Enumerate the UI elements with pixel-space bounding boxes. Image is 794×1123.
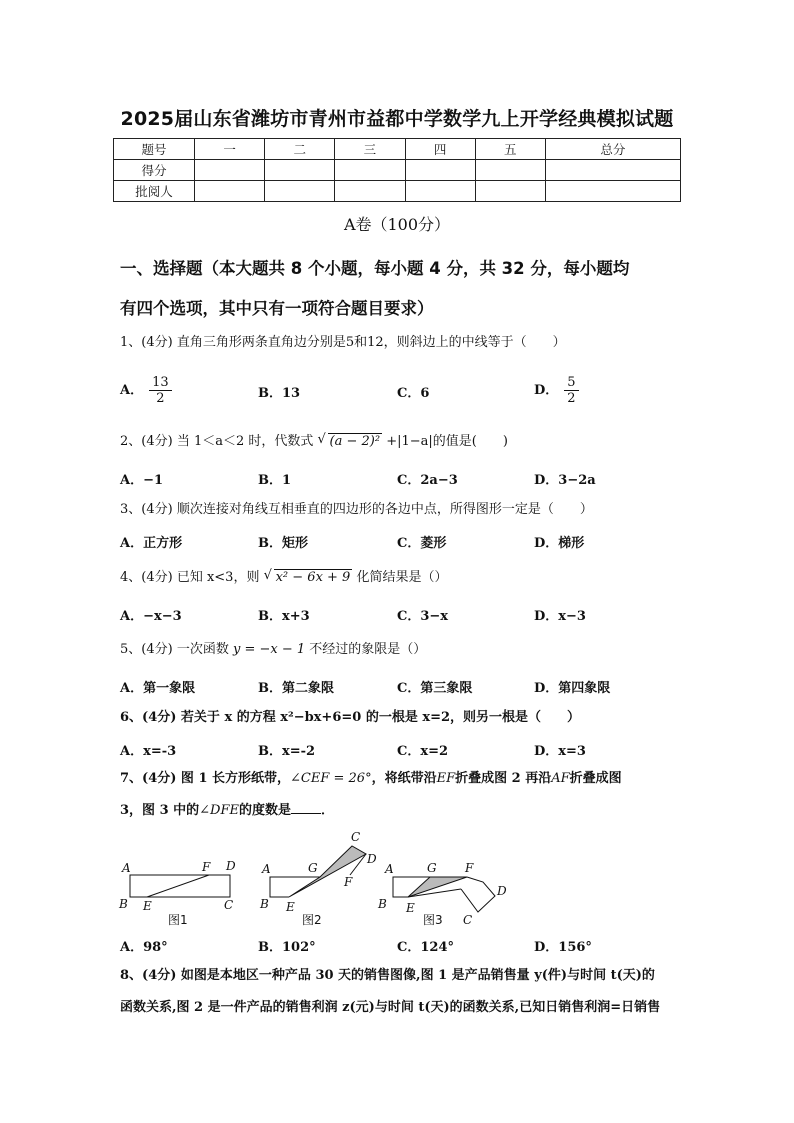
- fraction: $\frac{13}{2}$: [149, 375, 172, 406]
- option-b[interactable]: B．第二象限: [258, 681, 334, 696]
- label: B: [260, 897, 269, 911]
- option-b[interactable]: B．1: [258, 473, 292, 488]
- row-label: 得分: [114, 160, 195, 181]
- option-a[interactable]: A．x=-3: [120, 744, 177, 759]
- option-b[interactable]: B．102°: [258, 940, 316, 955]
- question-8-stem-line2: 函数关系,图 2 是一件产品的销售利润 z(元)与时间 t(天)的函数关系,已知日销售利润=日销售: [120, 1000, 661, 1015]
- header-cell: 一: [195, 139, 265, 160]
- label: E: [406, 901, 415, 915]
- question-7-stem-line2: 3，图 3 中的∠DFE的度数是 ．: [120, 803, 335, 818]
- label: G: [308, 861, 318, 875]
- question-4-stem: 4、(4分) 已知 x<3，则 √ x² − 6x + 9 化简结果是（）: [120, 568, 685, 588]
- question-2-options: [120, 469, 680, 493]
- question-1-options: [120, 373, 680, 413]
- option-d[interactable]: D．3−2a: [534, 473, 596, 488]
- paper-label: A卷（100分）: [343, 215, 451, 234]
- row-label: 批阅人: [114, 181, 195, 202]
- label: E: [286, 900, 295, 914]
- label: D: [497, 884, 507, 898]
- option-b[interactable]: B．x=-2: [258, 744, 316, 759]
- question-6-options: [120, 740, 680, 764]
- option-c[interactable]: C．2a−3: [397, 473, 458, 488]
- label: B: [378, 897, 387, 911]
- question-3-options: [120, 532, 680, 556]
- label: C: [351, 830, 361, 844]
- label: A: [122, 861, 131, 875]
- option-d[interactable]: D．第四象限: [534, 681, 611, 696]
- option-c[interactable]: C．124°: [397, 940, 454, 955]
- score-cell[interactable]: [195, 160, 265, 181]
- header-cell: 总分: [545, 139, 680, 160]
- figure-2: [259, 830, 377, 926]
- option-c[interactable]: C．3−x: [397, 609, 449, 624]
- option-a[interactable]: A．正方形: [120, 536, 183, 551]
- option-d[interactable]: D．梯形: [534, 536, 585, 551]
- score-cell[interactable]: [405, 160, 475, 181]
- question-6-stem: 6、(4分) 若关于 x 的方程 x²−bx+6=0 的一根是 x=2，则另一根是（ ）: [120, 710, 581, 725]
- question-2-stem: 2、(4分) 当 1＜a＜2 时，代数式 √ (a − 2)² +|1−a|的值是( ): [120, 432, 685, 452]
- label: A: [262, 862, 271, 876]
- option-b[interactable]: B．13: [258, 386, 301, 401]
- label: G: [427, 861, 437, 875]
- header-cell: 四: [405, 139, 475, 160]
- reviewer-cell[interactable]: [475, 181, 545, 202]
- question-5-stem: 5、(4分) 一次函数 y = −x − 1 不经过的象限是（）: [120, 642, 427, 657]
- figure-1: [118, 859, 236, 926]
- radical-expression: √ x² − 6x + 9: [263, 568, 351, 585]
- option-a[interactable]: A． $\frac{13}{2}$: [120, 375, 172, 406]
- option-c[interactable]: C．x=2: [397, 744, 449, 759]
- reviewer-cell[interactable]: [545, 181, 680, 202]
- option-d[interactable]: D．x−3: [534, 609, 586, 624]
- label: C: [224, 898, 234, 912]
- exam-title: 2025届山东省潍坊市青州市益都中学数学九上开学经典模拟试题: [120, 108, 674, 130]
- radical-expression: √ (a − 2)²: [317, 432, 381, 449]
- figure-caption: 图3: [423, 913, 443, 926]
- option-a[interactable]: A．98°: [120, 940, 168, 955]
- header-cell: 五: [475, 139, 545, 160]
- section-heading-line1: 一、选择题（本大题共 8 个小题，每小题 4 分，共 32 分，每小题均: [120, 259, 630, 278]
- label: F: [344, 875, 353, 889]
- reviewer-cell[interactable]: [265, 181, 335, 202]
- score-cell[interactable]: [545, 160, 680, 181]
- question-7-stem-line1: 7、(4分) 图 1 长方形纸带，∠CEF = 26°，将纸带沿EF折叠成图 2 再沿AF折叠成图: [120, 771, 622, 786]
- option-a[interactable]: A．第一象限: [120, 681, 196, 696]
- answer-blank[interactable]: [291, 813, 321, 814]
- header-cell: 三: [335, 139, 405, 160]
- option-d[interactable]: D． $\frac{5}{2}$: [534, 375, 579, 406]
- label: C: [463, 913, 473, 926]
- question-3-stem: 3、(4分) 顺次连接对角线互相垂直的四边形的各边中点，所得图形一定是（ ）: [120, 502, 593, 517]
- option-a[interactable]: A．−1: [120, 473, 164, 488]
- option-b[interactable]: B．x+3: [258, 609, 310, 624]
- label: A: [385, 862, 394, 876]
- score-table-header-row: [114, 139, 681, 160]
- question-8-stem-line1: 8、(4分) 如图是本地区一种产品 30 天的销售图像,图 1 是产品销售量 y(件)与时间 t(天)的: [120, 968, 655, 983]
- question-7-options: [120, 936, 680, 960]
- question-4-options: [120, 605, 680, 629]
- option-c[interactable]: C．菱形: [397, 536, 447, 551]
- question-5-options: [120, 677, 680, 701]
- reviewer-cell[interactable]: [335, 181, 405, 202]
- label: D: [367, 852, 377, 866]
- label: B: [119, 897, 128, 911]
- question-7-figures: [112, 826, 512, 926]
- label: D: [226, 859, 236, 873]
- linear-function: y = −x − 1: [232, 642, 306, 657]
- score-cell[interactable]: [335, 160, 405, 181]
- figure-caption: 图2: [302, 913, 322, 926]
- reviewer-cell[interactable]: [405, 181, 475, 202]
- score-table: [113, 138, 681, 202]
- option-c[interactable]: C．第三象限: [397, 681, 473, 696]
- header-cell: 二: [265, 139, 335, 160]
- question-1-stem: 1、(4分) 直角三角形两条直角边分别是5和12，则斜边上的中线等于（ ）: [120, 335, 566, 350]
- option-d[interactable]: D．156°: [534, 940, 592, 955]
- option-b[interactable]: B．矩形: [258, 536, 308, 551]
- score-row: [114, 160, 681, 181]
- fraction: $\frac{5}{2}$: [564, 375, 578, 406]
- option-c[interactable]: C．6: [397, 386, 430, 401]
- header-cell: 题号: [114, 139, 195, 160]
- score-cell[interactable]: [475, 160, 545, 181]
- label: F: [465, 861, 474, 875]
- reviewer-cell[interactable]: [195, 181, 265, 202]
- label: F: [202, 860, 211, 874]
- score-cell[interactable]: [265, 160, 335, 181]
- section-heading-line2: 有四个选项，其中只有一项符合题目要求）: [120, 299, 434, 318]
- figure-caption: 图1: [168, 913, 188, 926]
- label: E: [143, 899, 152, 913]
- reviewer-row: [114, 181, 681, 202]
- option-a[interactable]: A．−x−3: [120, 609, 182, 624]
- option-d[interactable]: D．x=3: [534, 744, 586, 759]
- figure-3: [377, 861, 507, 926]
